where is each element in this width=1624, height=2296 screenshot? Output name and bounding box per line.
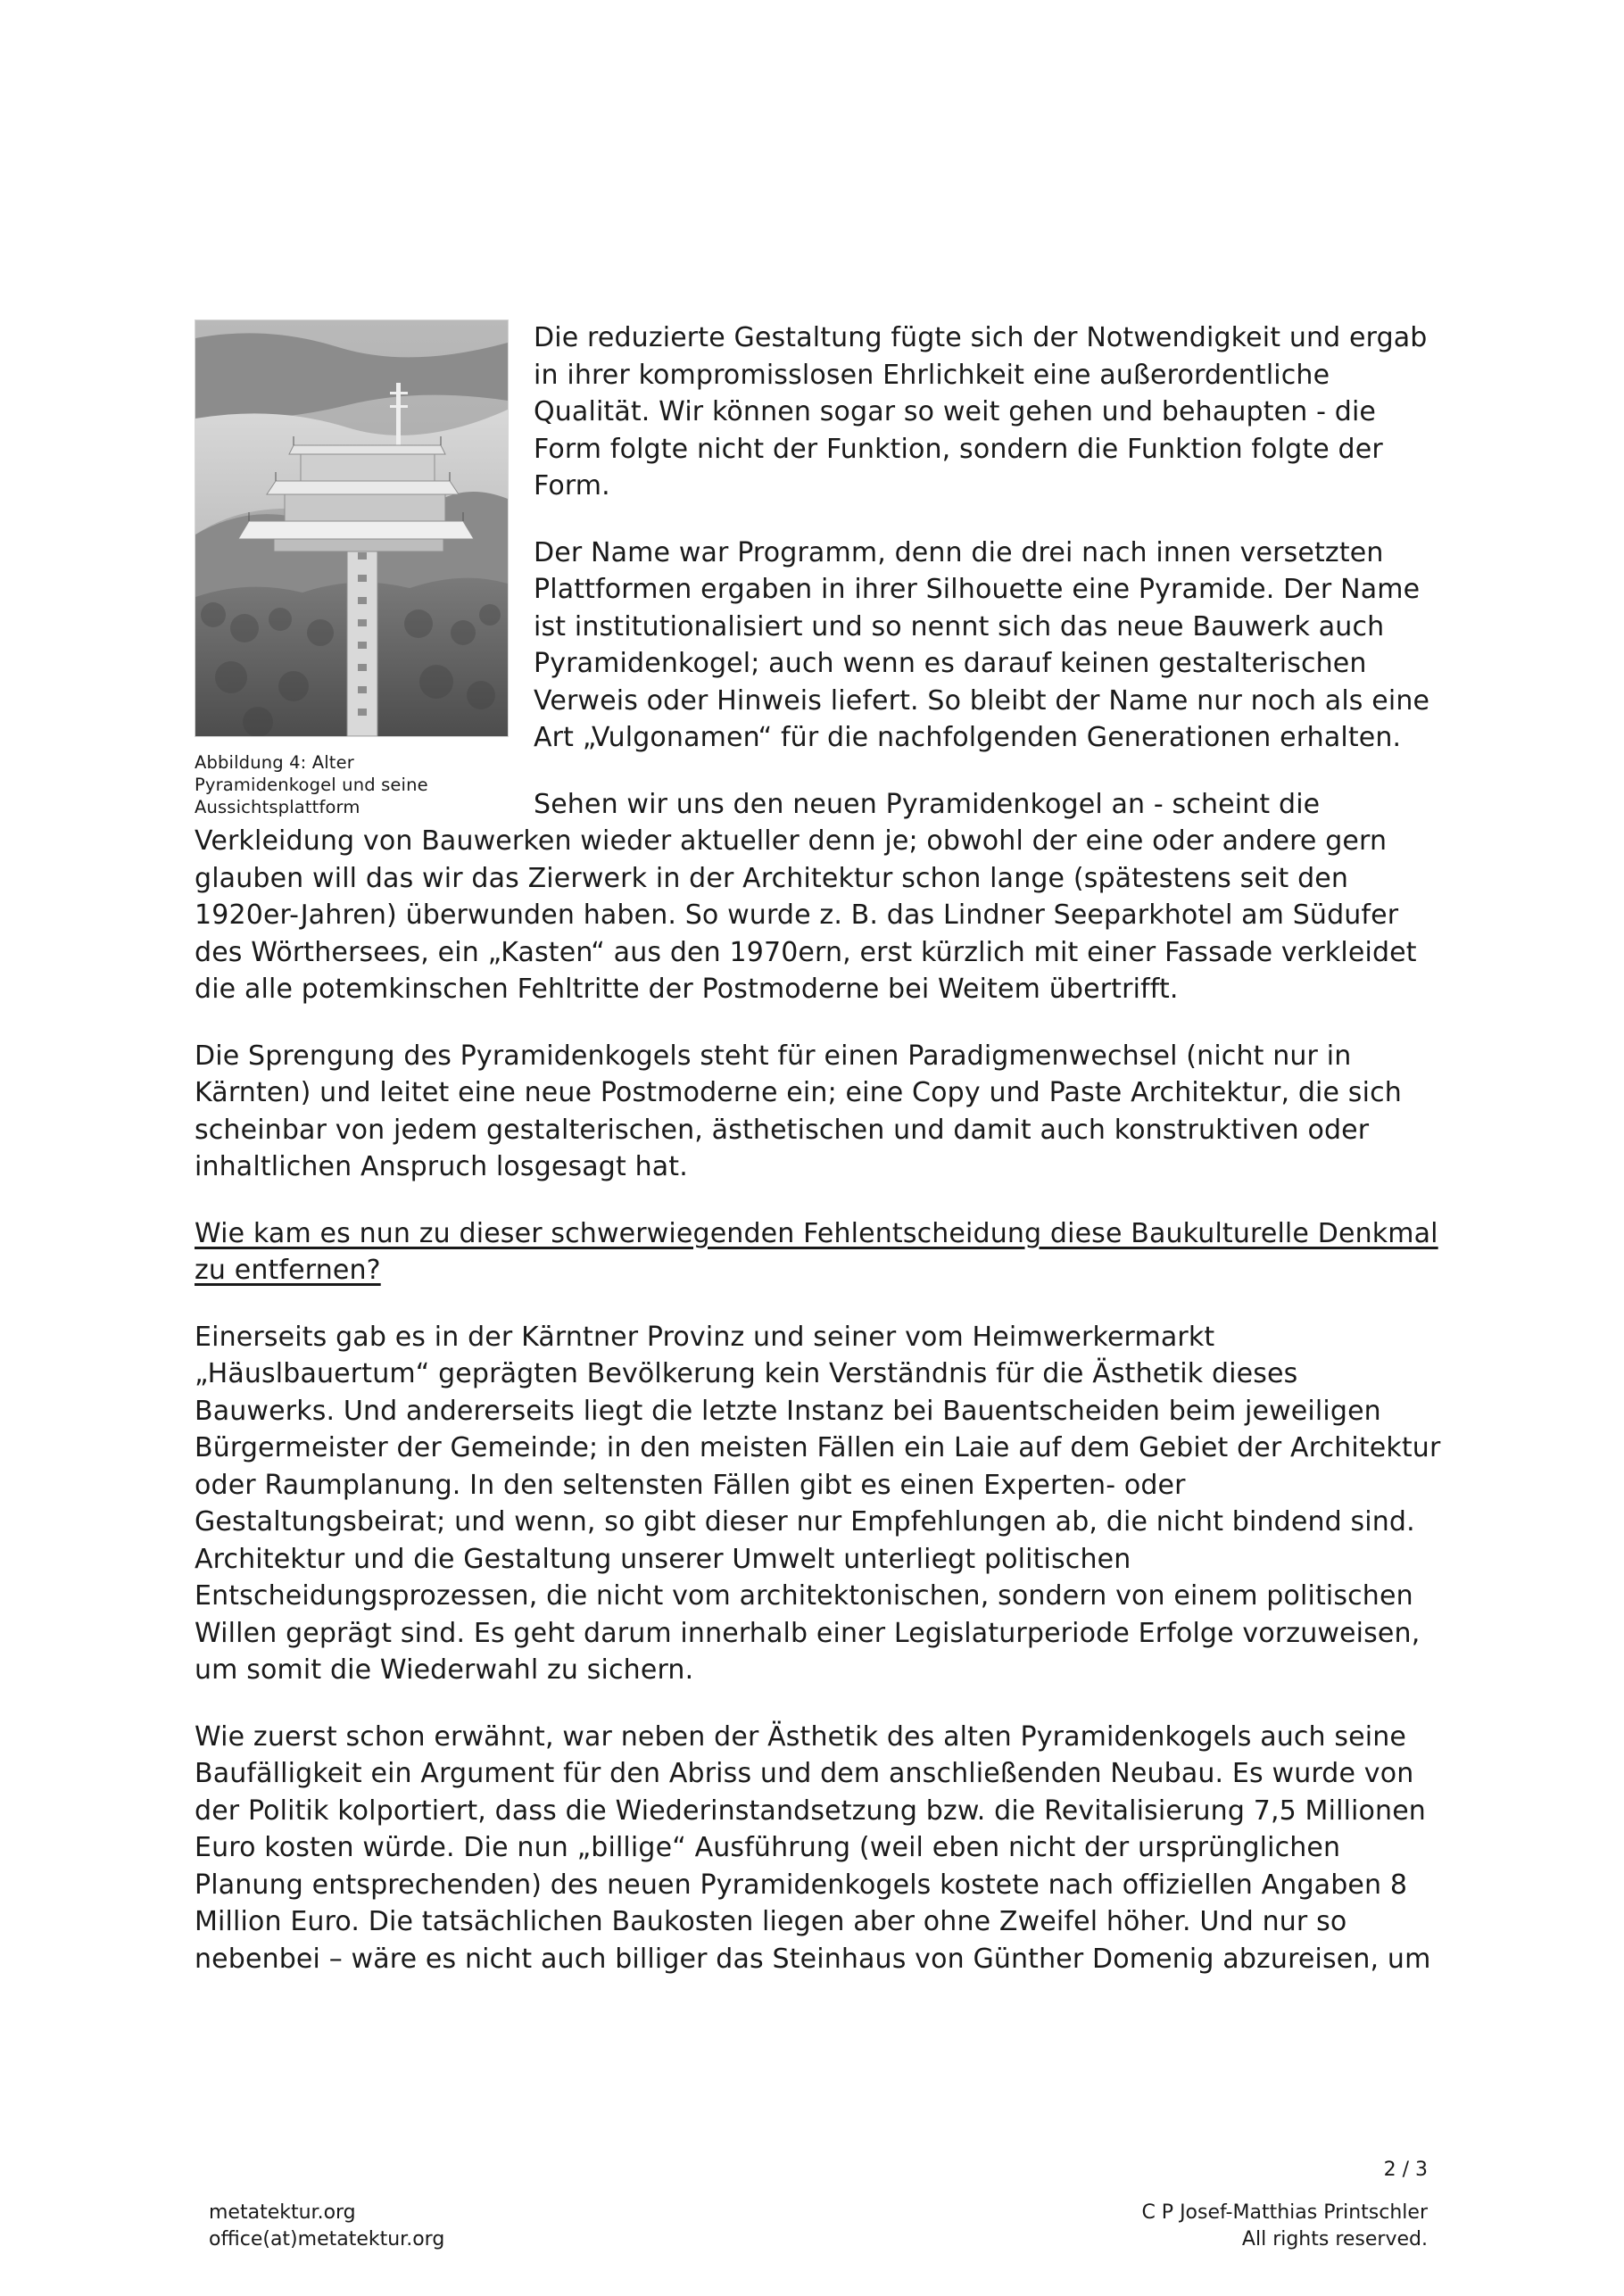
section-heading: Wie kam es nun zu dieser schwerwiegenden Fehlentscheidung diese Baukulturelle Denkmal zu entfernen? (195, 1217, 1438, 1286)
footer-right (982, 2200, 1428, 2253)
tower-photo (195, 319, 509, 737)
document-body (195, 319, 1444, 2007)
figure-pyramidenkogel (195, 319, 509, 818)
paragraph-4: Die Sprengung des Pyramidenkogels steht für einen Paradigmenwechsel (nicht nur in Kärnten) und leitet eine neue Postmoderne ein; eine Copy und Paste Architektur, die sich scheinbar von jedem gestalterischen, ästhetischen und damit auch konstruktiven oder inhaltlichen Anspruch losgesagt hat. (195, 1040, 1402, 1182)
footer-rights: All rights reserved. (1241, 2228, 1428, 2250)
footer-left (209, 2200, 444, 2253)
footer-copyright: C P Josef-Matthias Printschler (1141, 2201, 1428, 2224)
figure-caption: Abbildung 4: Alter Pyramidenkogel und seine Aussichtsplattform (195, 752, 428, 817)
paragraph-1: Die reduzierte Gestaltung fügte sich der Notwendigkeit und ergab in ihrer kompromisslosen Ehrlichkeit eine außerordentliche Qualität. Wir können sogar so weit gehen und behaupten - die Form folgte nicht der Funktion, sondern die Funktion folgte der Form. (534, 322, 1428, 501)
page-number: 2 / 3 (1383, 2159, 1428, 2181)
paragraph-5: Einerseits gab es in der Kärntner Provinz und seiner vom Heimwerkermarkt „Häuslbauertum“ geprägten Bevölkerung kein Verständnis für die Ästhetik dieses Bauwerks. Und andererseits liegt die letzte Instanz bei Bauentscheiden beim jeweiligen Bürgermeister der Gemeinde; in den meisten Fällen ein Laie auf dem Gebiet der Architektur oder Raumplanung. In den seltensten Fällen gibt es einen Experten- oder Gestaltungsbeirat; und wenn, so gibt dieser nur Empfehlungen ab, die nicht bindend sind. Architektur und die Gestaltung unserer Umwelt unterliegt politischen Entscheidungsprozessen, die nicht vom architektonischen, sondern von einem politischen Willen geprägt sind. Es geht darum innerhalb einer Legislaturperiode Erfolge vorzuweisen, um somit die Wiederwahl zu sichern. (195, 1321, 1441, 1686)
paragraph-2: Der Name war Programm, denn die drei nach innen versetzten Plattformen ergaben in ihrer Silhouette eine Pyramide. Der Name ist institutionalisiert und so nennt sich das neue Bauwerk auch Pyramidenkogel; auch wenn es darauf keinen gestalterischen Verweis oder Hinweis liefert. So bleibt der Name nur noch als eine Art „Vulgonamen“ für die nachfolgenden Generationen erhalten. (534, 536, 1430, 753)
paragraph-3: Sehen wir uns den neuen Pyramidenkogel an - scheint die Verkleidung von Bauwerken wieder aktueller denn je; obwohl der eine oder andere gern glauben will das wir das Zierwerk in der Architektur schon lange (spätestens seit den 1920er-Jahren) überwunden haben. So wurde z. B. das Lindner Seeparkhotel am Südufer des Wörthersees, ein „Kasten“ aus den 1970ern, erst kürzlich mit einer Fassade verkleidet die alle potemkinschen Fehltritte der Postmoderne bei Weitem übertrifft. (195, 788, 1417, 1005)
paragraph-6: Wie zuerst schon erwähnt, war neben der Ästhetik des alten Pyramidenkogels auch seine Baufälligkeit ein Argument für den Abriss und dem anschließenden Neubau. Es wurde von der Politik kolportiert, dass die Wiederinstandsetzung bzw. die Revitalisierung 7,5 Millionen Euro kosten würde. Die nun „billige“ Ausführung (weil eben nicht der ursprünglichen Planung entsprechenden) des neuen Pyramidenkogels kostete nach offiziellen Angaben 8 Million Euro. Die tatsächlichen Baukosten liegen aber ohne Zweifel höher. Und nur so nebenbei – wäre es nicht auch billiger das Steinhaus von Günther Domenig abzureisen, um (195, 1720, 1431, 1975)
footer-website: metatektur.org (209, 2201, 356, 2224)
footer-email: office(at)metatektur.org (209, 2228, 445, 2250)
